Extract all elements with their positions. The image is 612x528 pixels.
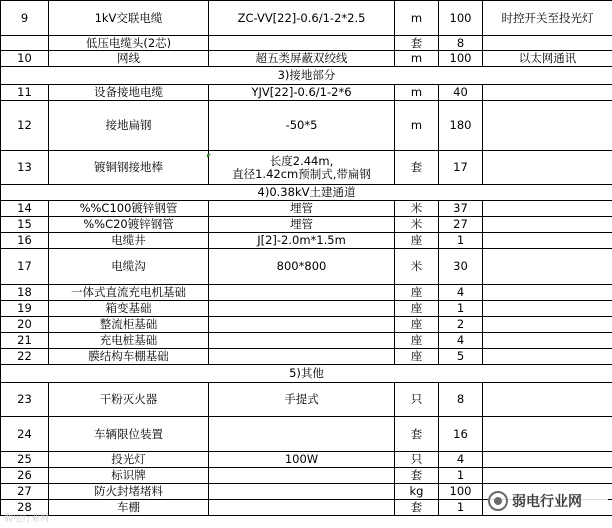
item-note (483, 151, 612, 185)
section-row (1, 365, 612, 383)
item-number (1, 36, 49, 51)
item-quantity: 27 (439, 217, 483, 233)
item-quantity: 16 (439, 417, 483, 452)
table-row (1, 101, 612, 151)
item-number: 14 (1, 201, 49, 217)
item-number: 23 (1, 383, 49, 417)
item-number: 18 (1, 285, 49, 301)
table-body (1, 1, 612, 516)
item-note (483, 349, 612, 365)
item-note (483, 201, 612, 217)
item-unit: 只 (395, 452, 439, 468)
item-unit: m (395, 51, 439, 67)
item-spec (209, 500, 395, 516)
table-row (1, 383, 612, 417)
item-quantity: 37 (439, 201, 483, 217)
item-spec: 长度2.44m, 直径1.42cm预制式,带扁钢 (209, 151, 395, 185)
table-row (1, 452, 612, 468)
item-name: 设备接地电缆 (49, 85, 209, 101)
section-row (1, 67, 612, 85)
item-quantity: 1 (439, 301, 483, 317)
item-number: 17 (1, 249, 49, 285)
table-row (1, 51, 612, 67)
item-note (483, 217, 612, 233)
item-unit: m (395, 85, 439, 101)
item-unit: 套 (395, 417, 439, 452)
item-unit: 座 (395, 301, 439, 317)
item-unit: 米 (395, 217, 439, 233)
item-note (483, 85, 612, 101)
item-name: 标识牌 (49, 468, 209, 484)
item-name: 充电桩基础 (49, 333, 209, 349)
item-spec: 100W (209, 452, 395, 468)
item-name: %%C20镀锌钢管 (49, 217, 209, 233)
item-name: 车辆限位装置 (49, 417, 209, 452)
item-number: 11 (1, 85, 49, 101)
table-row (1, 217, 612, 233)
item-spec: YJV[22]-0.6/1-2*6 (209, 85, 395, 101)
table-row (1, 233, 612, 249)
item-name: 干粉灭火器 (49, 383, 209, 417)
item-name: 箱变基础 (49, 301, 209, 317)
item-number: 21 (1, 333, 49, 349)
item-note (483, 101, 612, 151)
item-name: 网线 (49, 51, 209, 67)
item-quantity: 180 (439, 101, 483, 151)
section-title: 5)其他 (1, 365, 612, 383)
item-name: 电缆沟 (49, 249, 209, 285)
item-quantity: 1 (439, 233, 483, 249)
item-quantity: 1 (439, 500, 483, 516)
item-note (483, 285, 612, 301)
table-row (1, 317, 612, 333)
item-quantity: 8 (439, 36, 483, 51)
item-number: 24 (1, 417, 49, 452)
item-unit: 座 (395, 285, 439, 301)
table-row (1, 349, 612, 365)
item-unit: 米 (395, 201, 439, 217)
item-note (483, 417, 612, 452)
item-quantity: 100 (439, 1, 483, 36)
item-note: 时控开关至投光灯 (483, 1, 612, 36)
item-note (483, 301, 612, 317)
item-note (483, 36, 612, 51)
item-spec: 800*800 (209, 249, 395, 285)
item-name: %%C100镀锌钢管 (49, 201, 209, 217)
item-unit: 米 (395, 249, 439, 285)
item-spec: J[2]-2.0m*1.5m (209, 233, 395, 249)
item-spec: 手提式 (209, 383, 395, 417)
table-row (1, 301, 612, 317)
table-row (1, 1, 612, 36)
item-number: 15 (1, 217, 49, 233)
item-note (483, 317, 612, 333)
item-quantity: 40 (439, 85, 483, 101)
table-row (1, 417, 612, 452)
item-unit: 座 (395, 317, 439, 333)
item-quantity: 30 (439, 249, 483, 285)
item-number: 16 (1, 233, 49, 249)
item-unit: m (395, 1, 439, 36)
item-number: 19 (1, 301, 49, 317)
item-spec (209, 468, 395, 484)
table-row (1, 36, 612, 51)
table-row (1, 85, 612, 101)
item-quantity: 4 (439, 285, 483, 301)
item-spec: 埋管 (209, 201, 395, 217)
table-row (1, 285, 612, 301)
section-title: 3)接地部分 (1, 67, 612, 85)
item-unit: 套 (395, 500, 439, 516)
item-name: 防火封堵堵料 (49, 484, 209, 500)
item-number: 20 (1, 317, 49, 333)
item-quantity: 8 (439, 383, 483, 417)
item-name: 整流柜基础 (49, 317, 209, 333)
item-number: 12 (1, 101, 49, 151)
item-name: 电缆井 (49, 233, 209, 249)
item-number: 28 (1, 500, 49, 516)
item-spec (209, 301, 395, 317)
item-spec (209, 417, 395, 452)
item-quantity: 4 (439, 333, 483, 349)
item-quantity: 5 (439, 349, 483, 365)
item-name: 车棚 (49, 500, 209, 516)
item-unit: 套 (395, 36, 439, 51)
item-note (483, 249, 612, 285)
table-row (1, 201, 612, 217)
item-quantity: 1 (439, 468, 483, 484)
item-name: 一体式直流充电机基础 (49, 285, 209, 301)
table-row (1, 151, 612, 185)
item-unit: 座 (395, 333, 439, 349)
item-quantity: 100 (439, 51, 483, 67)
item-spec: 埋管 (209, 217, 395, 233)
item-quantity: 4 (439, 452, 483, 468)
watermark-badge (488, 488, 608, 514)
section-row (1, 185, 612, 201)
item-spec (209, 349, 395, 365)
item-number: 13 (1, 151, 49, 185)
item-unit: kg (395, 484, 439, 500)
watermark-left: 弱电行业网 (4, 514, 50, 524)
item-spec: -50*5 (209, 101, 395, 151)
item-unit: 座 (395, 233, 439, 249)
watermark-right-text: 弱电行业网 (512, 494, 582, 510)
item-unit: 套 (395, 151, 439, 185)
item-spec (209, 484, 395, 500)
item-note (483, 383, 612, 417)
item-note (483, 468, 612, 484)
item-spec: 超五类屏蔽双绞线 (209, 51, 395, 67)
item-name: 投光灯 (49, 452, 209, 468)
item-quantity: 100 (439, 484, 483, 500)
item-number: 10 (1, 51, 49, 67)
item-name: 1kV交联电缆 (49, 1, 209, 36)
item-note (483, 452, 612, 468)
item-number: 25 (1, 452, 49, 468)
item-unit: m (395, 101, 439, 151)
item-spec (209, 333, 395, 349)
table-row (1, 333, 612, 349)
item-note (483, 333, 612, 349)
item-spec (209, 317, 395, 333)
item-unit: 只 (395, 383, 439, 417)
item-spec (209, 36, 395, 51)
item-name: 接地扁钢 (49, 101, 209, 151)
table-row (1, 468, 612, 484)
section-title: 4)0.38kV土建通道 (1, 185, 612, 201)
item-number: 26 (1, 468, 49, 484)
item-note: 以太网通讯 (483, 51, 612, 67)
item-unit: 座 (395, 349, 439, 365)
item-note (483, 233, 612, 249)
item-number: 22 (1, 349, 49, 365)
table-row (1, 249, 612, 285)
wechat-logo-icon (488, 491, 508, 511)
item-quantity: 2 (439, 317, 483, 333)
item-spec (209, 285, 395, 301)
item-unit: 套 (395, 468, 439, 484)
cell-comment-marker (207, 154, 211, 158)
item-spec: ZC-VV[22]-0.6/1-2*2.5 (209, 1, 395, 36)
item-name: 膜结构车棚基础 (49, 349, 209, 365)
item-name: 低压电缆头(2芯) (49, 36, 209, 51)
item-number: 9 (1, 1, 49, 36)
item-number: 27 (1, 484, 49, 500)
item-name: 镀铜钢接地棒 (49, 151, 209, 185)
item-quantity: 17 (439, 151, 483, 185)
